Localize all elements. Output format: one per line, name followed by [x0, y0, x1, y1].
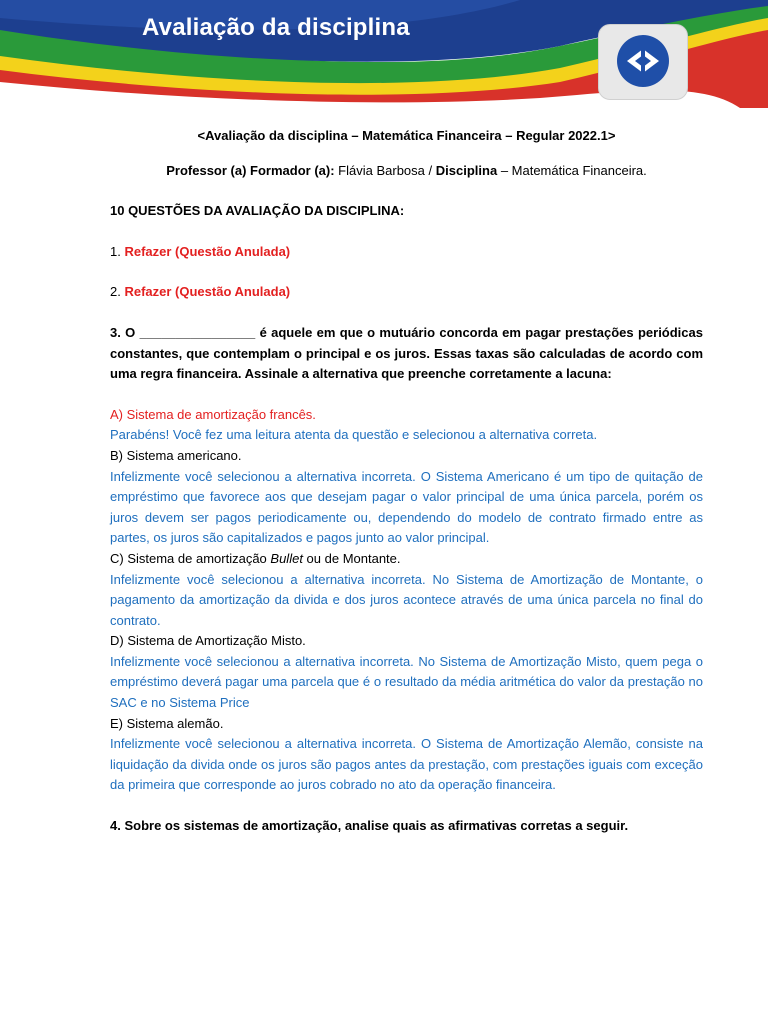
- question-2-number: 2.: [110, 284, 121, 300]
- header-banner: [0, 0, 768, 108]
- document-body: [110, 126, 703, 837]
- separator: /: [428, 162, 433, 178]
- option-b: B) Sistema americano.: [110, 447, 242, 463]
- question-1: [110, 242, 703, 263]
- question-1-status: Refazer (Questão Anulada): [124, 243, 291, 259]
- question-3-text: 3. O ________________ é aquele em que o mutuário concorda em pagar prestações periódicas constantes, que contemplam o principal e os juros. Essas taxas são calculadas de acordo com uma regra financeira. Assinale a alternativa que preenche corretamente a lacuna:: [110, 324, 703, 382]
- questions-heading: 10 QUESTÕES DA AVALIAÇÃO DA DISCIPLINA:: [110, 203, 405, 219]
- discipline-label: Disciplina: [435, 162, 498, 178]
- feedback-b: Infelizmente você selecionou a alternativa incorreta. O Sistema Americano é um tipo de quitação de empréstimo que favorece aos que desejam pagar o valor principal de uma única parcela, porém os juros devem ser pagos periodicamente ou, dependendo do modelo de contrato firmado entre as partes, os juros são capitalizados e pagos junto ao valor principal.: [110, 468, 703, 546]
- doc-subtitle: <Avaliação da disciplina – Matemática Financeira – Regular 2022.1>: [197, 128, 616, 143]
- option-d: D) Sistema de Amortização Misto.: [110, 633, 306, 649]
- option-c: [110, 549, 703, 570]
- feedback-a: Parabéns! Você fez uma leitura atenta da questão e selecionou a alternativa correta.: [110, 427, 598, 443]
- feedback-e: Infelizmente você selecionou a alternativa incorreta. O Sistema de Amortização Alemão, consiste na liquidação da divida onde os juros são pagos antes da prestação, com prestações iguais com exceção da primeira que corresponde ao juros cobrado no ato da operação financeira.: [110, 736, 703, 793]
- discipline-name: – Matemática Financeira.: [500, 162, 647, 178]
- question-2-status: Refazer (Questão Anulada): [124, 284, 291, 300]
- option-c-prefix: C) Sistema de amortização: [110, 550, 271, 566]
- logo-mark-icon: [623, 47, 663, 75]
- question-4-text: 4. Sobre os sistemas de amortização, analise quais as afirmativas corretas a seguir.: [110, 818, 629, 834]
- institution-logo-icon: [598, 24, 688, 100]
- professor-name: Flávia Barbosa: [338, 162, 425, 178]
- option-a: A) Sistema de amortização francês.: [110, 406, 316, 422]
- feedback-c: Infelizmente você selecionou a alternativa incorreta. No Sistema de Amortização de Montante, o pagamento da amortização da divida e dos juros acontece através de uma única parcela no final do contrato.: [110, 571, 703, 628]
- logo-emblem: [617, 35, 669, 87]
- option-c-italic: Bullet: [270, 550, 303, 566]
- question-2: [110, 282, 703, 303]
- professor-line: [110, 161, 703, 182]
- feedback-d: Infelizmente você selecionou a alternativa incorreta. No Sistema de Amortização Misto, quem pega o empréstimo deverá pagar uma parcela que é o resultado da média aritmética do valor da prestação no SAC e no Sistema Price: [110, 653, 703, 711]
- professor-label: Professor (a) Formador (a):: [166, 162, 335, 178]
- option-e: E) Sistema alemão.: [110, 715, 224, 731]
- question-1-number: 1.: [110, 243, 121, 259]
- option-c-suffix: ou de Montante.: [302, 550, 401, 566]
- banner-title: Avaliação da disciplina: [142, 14, 410, 41]
